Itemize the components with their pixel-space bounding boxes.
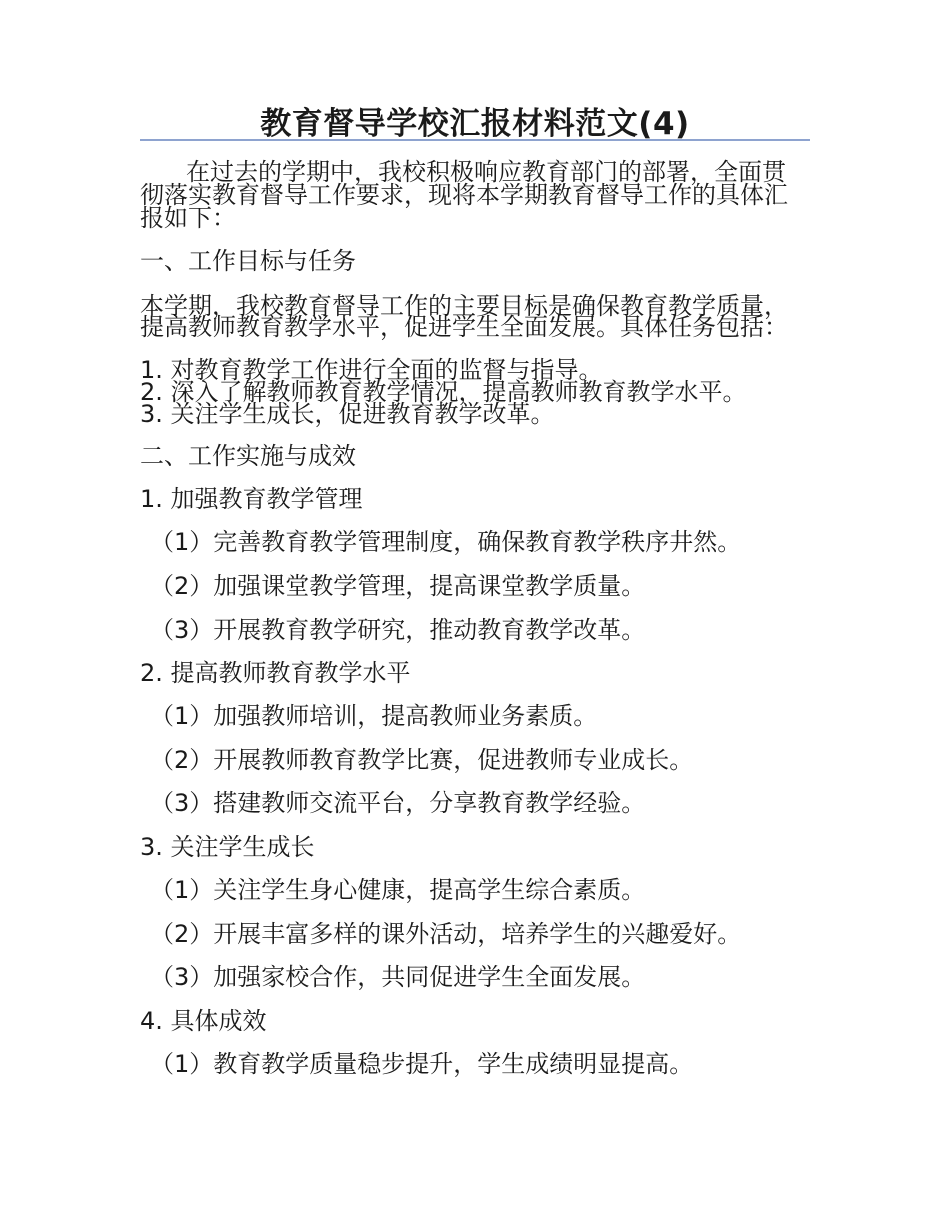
task-item-2: 2. 深入了解教师教育教学情况，提高教师教育教学水平。 bbox=[140, 378, 747, 406]
subsection-heading-students: 3. 关注学生成长 bbox=[140, 833, 315, 861]
students-item-3: （3）加强家校合作，共同促进学生全面发展。 bbox=[150, 963, 646, 991]
goals-body-line-2: 提高教师教育教学水平，促进学生全面发展。具体任务包括： bbox=[140, 313, 788, 341]
section-heading-implementation: 二、工作实施与成效 bbox=[140, 442, 356, 470]
document-title: 教育督导学校汇报材料范文(4) bbox=[260, 106, 690, 142]
intro-line-3: 报如下： bbox=[140, 204, 236, 232]
management-item-3: （3）开展教育教学研究，推动教育教学改革。 bbox=[150, 616, 646, 644]
task-item-1: 1. 对教育教学工作进行全面的监督与指导。 bbox=[140, 356, 603, 384]
management-item-1: （1）完善教育教学管理制度，确保教育教学秩序井然。 bbox=[150, 528, 742, 556]
students-item-2: （2）开展丰富多样的课外活动，培养学生的兴趣爱好。 bbox=[150, 920, 742, 948]
goals-body-line-1: 本学期，我校教育督导工作的主要目标是确保教育教学质量， bbox=[140, 292, 788, 320]
intro-line-1: 在过去的学期中，我校积极响应教育部门的部署，全面贯 bbox=[186, 158, 786, 186]
results-item-1: （1）教育教学质量稳步提升，学生成绩明显提高。 bbox=[150, 1050, 694, 1078]
students-item-1: （1）关注学生身心健康，提高学生综合素质。 bbox=[150, 876, 646, 904]
teachers-item-1: （1）加强教师培训，提高教师业务素质。 bbox=[150, 702, 598, 730]
teachers-item-3: （3）搭建教师交流平台，分享教育教学经验。 bbox=[150, 789, 646, 817]
subsection-heading-results: 4. 具体成效 bbox=[140, 1007, 267, 1035]
intro-line-2: 彻落实教育督导工作要求，现将本学期教育督导工作的具体汇 bbox=[140, 181, 788, 209]
title-underline bbox=[140, 139, 810, 141]
subsection-heading-teachers: 2. 提高教师教育教学水平 bbox=[140, 659, 411, 687]
task-item-3: 3. 关注学生成长，促进教育教学改革。 bbox=[140, 400, 555, 428]
teachers-item-2: （2）开展教师教育教学比赛，促进教师专业成长。 bbox=[150, 746, 694, 774]
management-item-2: （2）加强课堂教学管理，提高课堂教学质量。 bbox=[150, 572, 646, 600]
section-heading-goals: 一、工作目标与任务 bbox=[140, 247, 356, 275]
subsection-heading-management: 1. 加强教育教学管理 bbox=[140, 485, 363, 513]
